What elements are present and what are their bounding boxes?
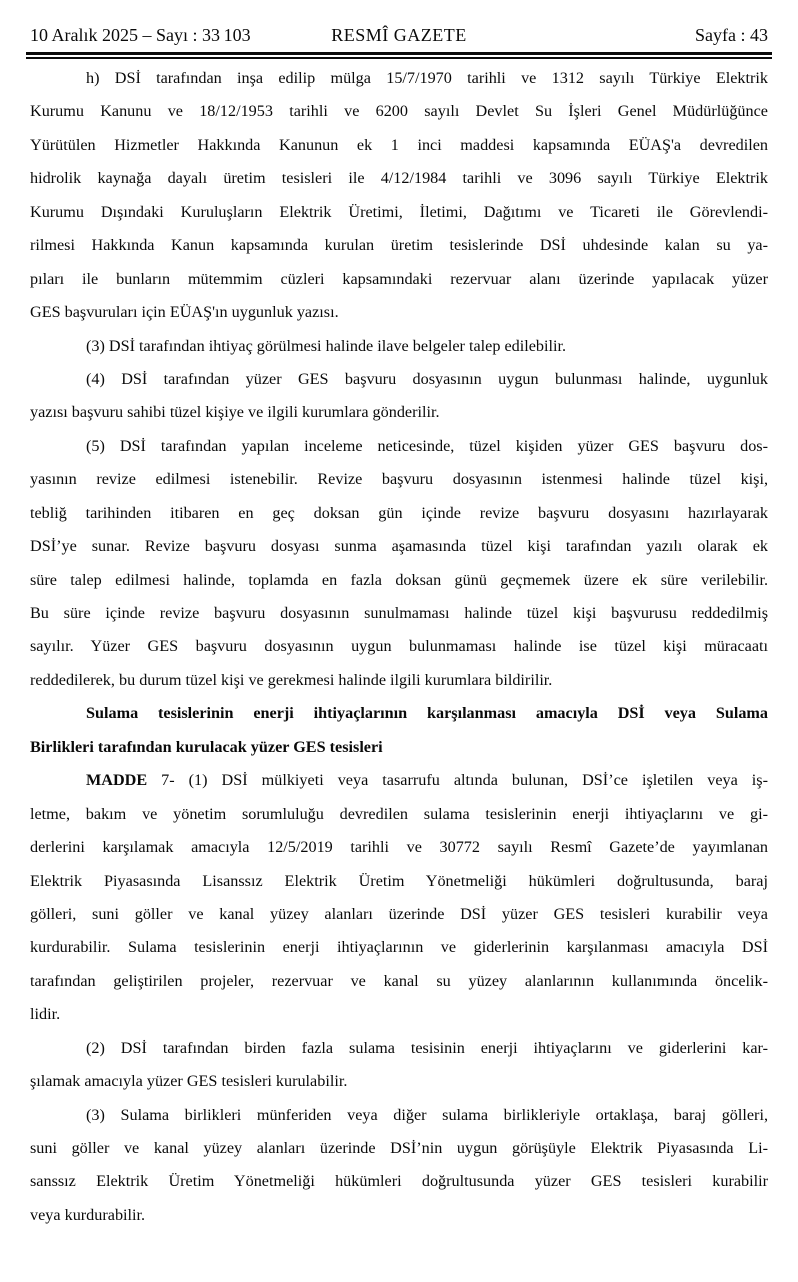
page-header	[0, 0, 798, 46]
text-line: (5) DSİ tarafından yapılan inceleme neticesinde, tüzel kişiden yüzer GES başvuru dos-	[86, 436, 768, 455]
section-heading	[30, 697, 768, 764]
text-line: yasının revize edilmesi istenebilir. Revize başvuru dosyasının istenmesi halinde tüzel kişi,	[30, 470, 768, 489]
header-date-issue: 10 Aralık 2025 – Sayı : 33 103	[30, 25, 251, 45]
text-line: Sulama tesislerinin enerji ihtiyaçlarının karşılanması amacıyla DSİ veya Sulama	[86, 704, 768, 723]
text-line: şılamak amacıyla yüzer GES tesisleri kurulabilir.	[30, 1072, 348, 1091]
header-title: RESMÎ GAZETE	[331, 25, 467, 45]
text-line: süre talep edilmesi halinde, toplamda en fazla doksan günü geçmemek üzere ek süre verilebilir.	[30, 570, 768, 589]
text-line: hidrolik kaynağa dayalı üretim tesisleri ile 4/12/1984 tarihli ve 3096 sayılı Türkiye Elektrik	[30, 169, 768, 188]
madde-7-fikra-1	[30, 764, 768, 1032]
text-line: tarafından geliştirilen projeler, rezervuar ve kanal su yüzey alanlarının kullanımında öncelik-	[30, 971, 768, 990]
text-line: kurdurabilir. Sulama tesislerinin enerji ihtiyaçlarının ve giderlerinin karşılanması amacıyla DSİ	[30, 938, 768, 957]
clause-4	[30, 363, 768, 430]
clause-5	[30, 430, 768, 698]
text-line: tebliğ tarihinden itibaren en geç doksan gün içinde revize başvuru dosyasını hazırlayarak	[30, 503, 768, 522]
text-line: reddedilerek, bu durum tüzel kişi ve gerekmesi halinde ilgili kurumlara bildirilir.	[30, 670, 553, 689]
text-line: Yürütülen Hizmetler Hakkında Kanunun ek 1 inci maddesi kapsamında EÜAŞ'a devredilen	[30, 135, 768, 154]
text-line: Kurumu Kanunu ve 18/12/1953 tarihli ve 6200 sayılı Devlet Su İşleri Genel Müdürlüğünce	[30, 102, 768, 121]
text-line: GES başvuruları için EÜAŞ'ın uygunluk yazısı.	[30, 303, 339, 322]
text-line: letme, bakım ve yönetim sorumluluğu devredilen sulama tesislerinin enerji ihtiyaçlarını ve gi-	[30, 804, 768, 823]
text-line: Birlikleri tarafından kurulacak yüzer GES tesisleri	[30, 737, 383, 756]
text-line: rilmesi Hakkında Kanun kapsamında kurulan üretim tesislerinde DSİ uhdesinde kalan su ya-	[30, 236, 768, 255]
header-double-rule	[26, 52, 772, 59]
header-page-number: Sayfa : 43	[695, 25, 768, 45]
clause-h	[30, 62, 768, 330]
text-line: gölleri, suni göller ve kanal yüzey alanları üzerinde DSİ yüzer GES tesisleri kurabilir veya	[30, 904, 768, 923]
text-line: Elektrik Piyasasında Lisanssız Elektrik Üretim Yönetmeliği hükümleri doğrultusunda, baraj	[30, 871, 768, 890]
document-body	[30, 59, 768, 1232]
text-line: sayılır. Yüzer GES başvuru dosyasının uygun bulunmaması halinde ise tüzel kişi müracaatı	[30, 637, 768, 656]
text-line: Kurumu Dışındaki Kuruluşların Elektrik Üretimi, İletimi, Dağıtımı ve Ticareti ile Görevlendi-	[30, 202, 768, 221]
text-line: MADDE 7- (1) DSİ mülkiyeti veya tasarrufu altında bulunan, DSİ’ce işletilen veya iş-	[86, 771, 768, 790]
clause-3	[30, 330, 768, 363]
text-line: (4) DSİ tarafından yüzer GES başvuru dosyasının uygun bulunması halinde, uygunluk	[86, 369, 768, 388]
text-line: (3) Sulama birlikleri münferiden veya diğer sulama birlikleriyle ortaklaşa, baraj gölleri,	[86, 1105, 768, 1124]
bold-lead: MADDE	[86, 771, 148, 790]
madde-7-fikra-3	[30, 1099, 768, 1233]
text-line: veya kurdurabilir.	[30, 1205, 146, 1224]
text-line: yazısı başvuru sahibi tüzel kişiye ve ilgili kurumlara gönderilir.	[30, 403, 440, 422]
text-line: Bu süre içinde revize başvuru dosyasının sunulmaması halinde tüzel kişi başvurusu reddedilmiş	[30, 604, 768, 622]
text-line: suni göller ve kanal yüzey alanları üzerinde DSİ’nin uygun görüşüyle Elektrik Piyasasında Li-	[30, 1139, 768, 1157]
text-line: h) DSİ tarafından inşa edilip mülga 15/7/1970 tarihli ve 1312 sayılı Türkiye Elektrik	[86, 69, 768, 87]
text-line: DSİ’ye sunar. Revize başvuru dosyası sunma aşamasında tüzel kişi tarafından yazılı olarak ek	[30, 537, 768, 556]
text-line: derlerini karşılamak amacıyla 12/5/2019 tarihli ve 30772 sayılı Resmî Gazete’de yayımlanan	[30, 838, 768, 857]
text-line: sanssız Elektrik Üretim Yönetmeliği hükümleri doğrultusunda yüzer GES tesisleri kurabilir	[30, 1172, 768, 1191]
madde-7-fikra-2	[30, 1032, 768, 1099]
text-line: pıları ile bunların mütemmim cüzleri kapsamındaki rezervuar alanı üzerinde yapılacak yüzer	[30, 269, 768, 288]
text-line: lidir.	[30, 1005, 61, 1024]
text-line: (3) DSİ tarafından ihtiyaç görülmesi halinde ilave belgeler talep edilebilir.	[86, 336, 567, 355]
text-line: (2) DSİ tarafından birden fazla sulama tesisinin enerji ihtiyaçlarını ve giderlerini kar-	[86, 1038, 768, 1057]
